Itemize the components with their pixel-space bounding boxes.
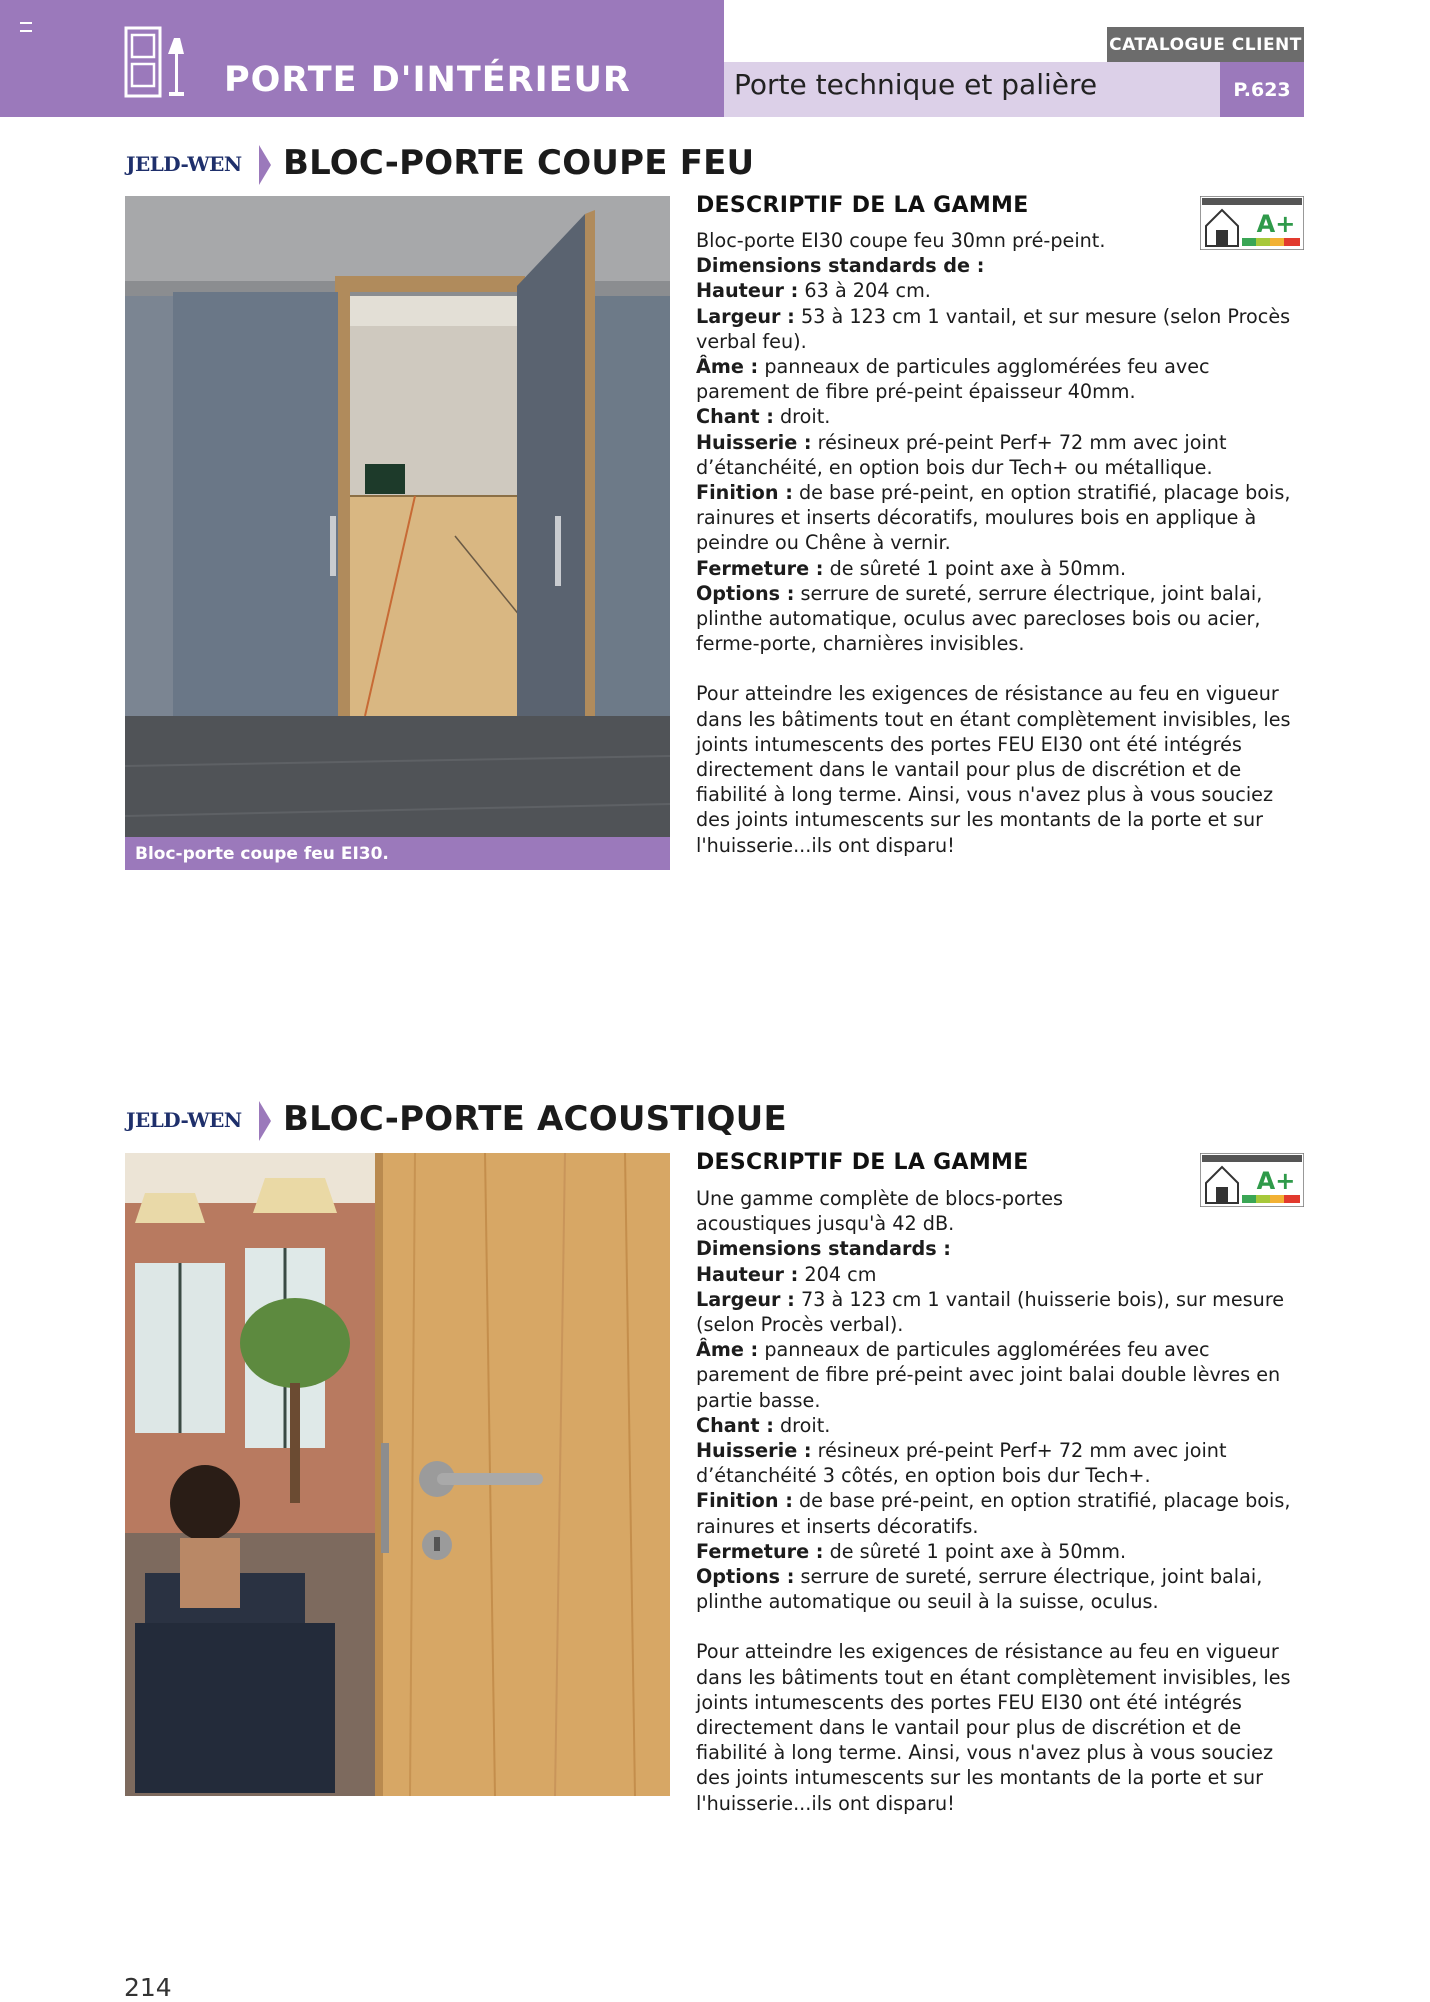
chant-label: Chant : bbox=[696, 405, 774, 429]
huisserie-label: Huisserie : bbox=[696, 1439, 812, 1463]
options-label: Options : bbox=[696, 1565, 795, 1589]
options-value: serrure de sureté, serrure électrique, joint balai, plinthe automatique, oculus avec parecloses bois ou acier, ferme-porte, charnières invisibles. bbox=[696, 581, 1263, 656]
product-photo-fire-door bbox=[125, 196, 670, 870]
brand-logo: JELD-WEN bbox=[126, 1108, 242, 1132]
ame-value: panneaux de particules agglomérées feu avec parement de fibre pré-peint avec joint balai double lèvres en partie basse. bbox=[696, 1338, 1281, 1412]
fermeture-value: de sûreté 1 point axe à 50mm. bbox=[823, 1539, 1127, 1563]
energy-rating-text: A+ bbox=[1256, 1167, 1296, 1195]
description-body bbox=[696, 228, 1304, 858]
finition-value: de base pré-peint, en option stratifié, placage bois, rainures et inserts décoratifs, moulures bois en applique à peindre ou Chêne à vernir. bbox=[696, 481, 1291, 555]
huisserie-label: Huisserie : bbox=[696, 430, 812, 454]
section-title: BLOC-PORTE COUPE FEU bbox=[283, 143, 755, 183]
finition-value: de base pré-peint, en option stratifié, placage bois, rainures et inserts décoratifs. bbox=[696, 1489, 1291, 1538]
product-photo-acoustic-door bbox=[125, 1153, 670, 1796]
fermeture-label: Fermeture : bbox=[696, 1539, 824, 1563]
ame-label: Âme : bbox=[696, 1338, 759, 1362]
closing-paragraph: Pour atteindre les exigences de résistance au feu en vigueur dans les bâtiments tout en étant complètement invisibles, les joints intumescents des portes FEU EI30 ont été intégrés directement dans le vantail pour plus de discrétion et de fiabilité à long terme. Ainsi, vous n'avez plus à vous souciez des joints intumescents sur les montants de la porte et sur l'huisserie...ils ont disparu! bbox=[696, 1640, 1291, 1815]
largeur-value: 53 à 123 cm 1 vantail, et sur mesure (selon Procès verbal feu). bbox=[696, 304, 1291, 353]
hauteur-label: Hauteur : bbox=[696, 1262, 799, 1286]
huisserie-value: résineux pré-peint Perf+ 72 mm avec joint d’étanchéité 3 côtés, en option bois dur Tech+. bbox=[696, 1439, 1227, 1488]
chevron-right-icon bbox=[257, 1101, 273, 1141]
page-reference: P.623 bbox=[1220, 62, 1304, 117]
image-caption: Bloc-porte coupe feu EI30. bbox=[125, 837, 670, 870]
hauteur-value: 204 cm bbox=[798, 1262, 877, 1286]
closing-paragraph: Pour atteindre les exigences de résistance au feu en vigueur dans les bâtiments tout en étant complètement invisibles, les joints intumescents des portes FEU EI30 ont été intégrés directement dans le vantail pour plus de discrétion et de fiabilité à long terme. Ainsi, vous n'avez plus à vous souciez des joints intumescents sur les montants de la porte et sur l'huisserie...ils ont disparu! bbox=[696, 682, 1291, 857]
chant-label: Chant : bbox=[696, 1413, 774, 1437]
brand-logo: JELD-WEN bbox=[126, 152, 242, 176]
chant-value: droit. bbox=[773, 1413, 831, 1437]
menu-icon bbox=[20, 22, 32, 32]
huisserie-value: résineux pré-peint Perf+ 72 mm avec joint d’étanchéité, en option bois dur Tech+ ou métallique. bbox=[696, 430, 1227, 479]
options-label: Options : bbox=[696, 581, 795, 605]
description-heading: DESCRIPTIF DE LA GAMME bbox=[696, 1150, 1029, 1175]
chant-value: droit. bbox=[773, 405, 831, 429]
largeur-label: Largeur : bbox=[696, 304, 795, 328]
hauteur-value: 63 à 204 cm. bbox=[798, 279, 931, 303]
dimensions-label: Dimensions standards : bbox=[696, 1237, 951, 1261]
finition-label: Finition : bbox=[696, 1489, 793, 1513]
page-subtitle: Porte technique et palière bbox=[734, 68, 1098, 101]
fermeture-value: de sûreté 1 point axe à 50mm. bbox=[823, 556, 1127, 580]
finition-label: Finition : bbox=[696, 481, 793, 505]
dimensions-label: Dimensions standards de : bbox=[696, 254, 985, 278]
fermeture-label: Fermeture : bbox=[696, 556, 824, 580]
hauteur-label: Hauteur : bbox=[696, 279, 799, 303]
door-lamp-icon bbox=[124, 26, 186, 98]
intro-text: Une gamme complète de blocs-portes acoustiques jusqu'à 42 dB. bbox=[696, 1187, 1063, 1236]
section-title: BLOC-PORTE ACOUSTIQUE bbox=[283, 1099, 787, 1139]
description-heading: DESCRIPTIF DE LA GAMME bbox=[696, 193, 1029, 218]
description-body bbox=[696, 1186, 1304, 1816]
energy-rating-text: A+ bbox=[1256, 210, 1296, 238]
page-title: PORTE D'INTÉRIEUR bbox=[224, 60, 631, 100]
largeur-value: 73 à 123 cm 1 vantail (huisserie bois), sur mesure (selon Procès verbal). bbox=[696, 1287, 1285, 1337]
ame-value: panneaux de particules agglomérées feu avec parement de fibre pré-peint épaisseur 40mm. bbox=[696, 355, 1210, 404]
ame-label: Âme : bbox=[696, 355, 759, 379]
intro-text: Bloc-porte EI30 coupe feu 30mn pré-peint. bbox=[696, 229, 1106, 252]
page-number: 214 bbox=[124, 1973, 172, 2002]
catalog-label: CATALOGUE CLIENT bbox=[1107, 27, 1304, 62]
largeur-label: Largeur : bbox=[696, 1287, 795, 1311]
chevron-right-icon bbox=[257, 145, 273, 185]
options-value: serrure de sureté, serrure électrique, joint balai, plinthe automatique ou seuil à la suisse, oculus. bbox=[696, 1565, 1263, 1614]
